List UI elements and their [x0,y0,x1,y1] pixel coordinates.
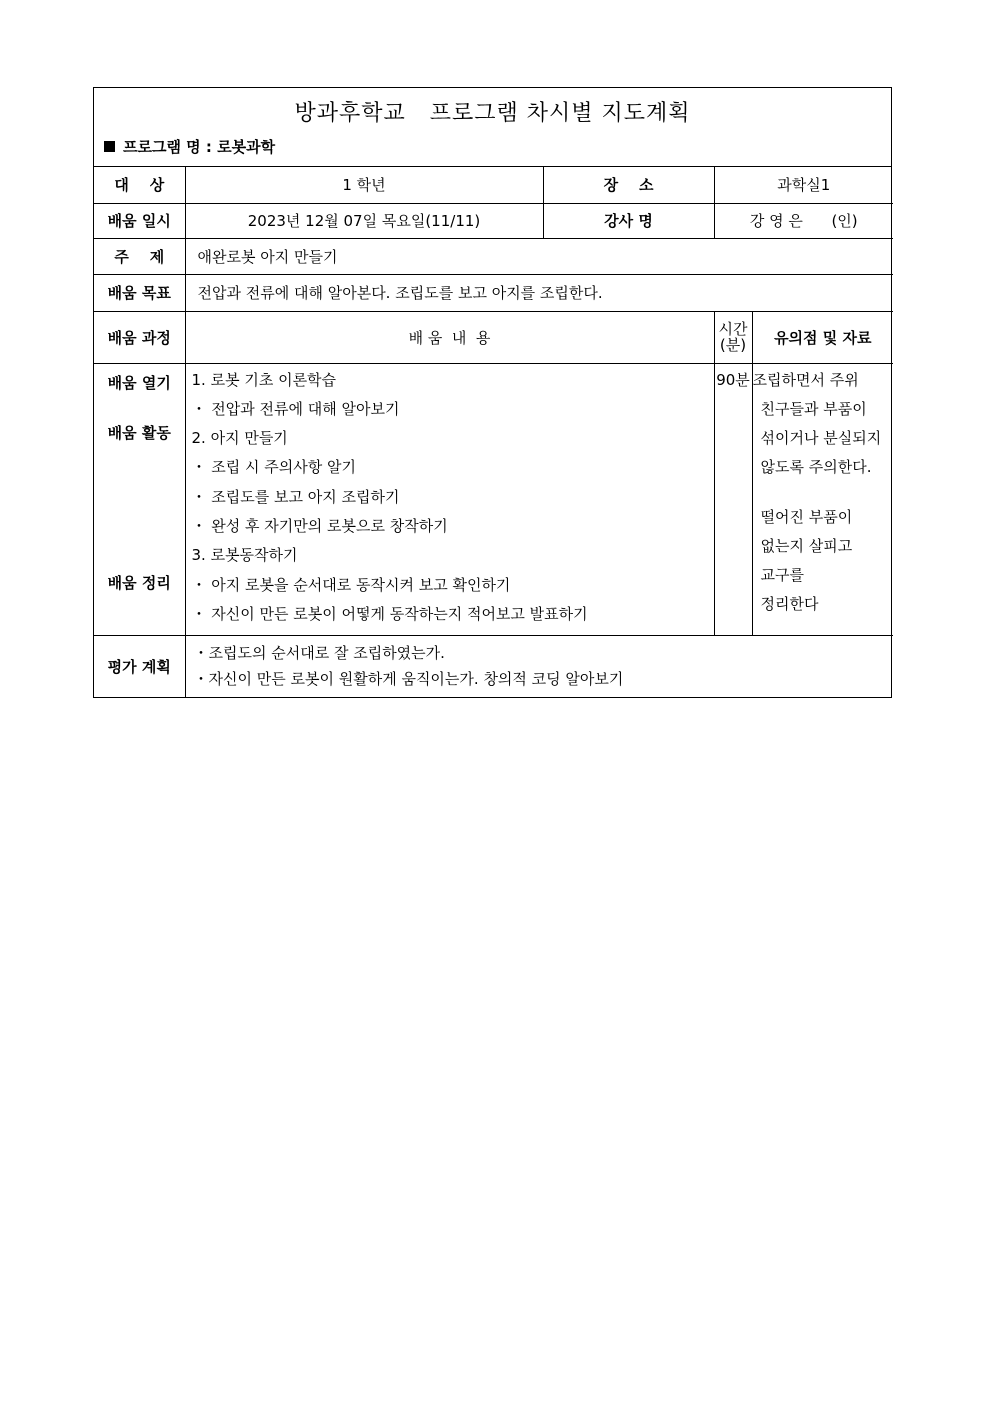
notes-list [752,363,893,635]
stage-activity: 배움 활동 [107,423,171,442]
row-process-header [94,311,893,363]
label-time: 시간 (분) [714,311,752,363]
content-line: ・ 자신이 만든 로봇이 어떻게 동작하는지 적어보고 발표하기 [191,604,588,623]
row-date [94,203,893,238]
stage-open: 배움 열기 [107,373,171,392]
eval-line: ・자신이 만든 로봇이 원활하게 움직이는가. 창의적 코딩 알아보기 [193,670,624,689]
note-line [753,486,894,507]
row-process-body [94,363,893,635]
eval-line: ・조립도의 순서대로 잘 조립하였는가. [193,644,445,663]
note-line: 없는지 살피고 [760,536,853,555]
value-target: 1 학년 [185,167,543,203]
content-line: 1. 로봇 기초 이론학습 [191,370,337,389]
value-time: 90분 [714,363,752,635]
square-bullet-icon [104,141,115,152]
content-line: ・ 조립 시 주의사항 알기 [191,458,356,477]
note-line: 정리한다 [760,594,819,613]
note-line: 않도록 주의한다. [760,457,872,476]
label-eval: 평가 계획 [94,635,185,697]
value-date: 2023년 12월 07일 목요일(11/11) [185,203,543,238]
process-stages [94,363,185,635]
page-title: 방과후학교 프로그램 차시별 지도계획 [294,101,691,126]
content-list [185,363,714,635]
content-line: ・ 조립도를 보고 아지 조립하기 [191,487,400,506]
note-line: 떨어진 부품이 [760,507,853,526]
program-name: 프로그램 명 : 로봇과학 [104,136,275,157]
note-line: 친구들과 부품이 [760,399,867,418]
content-line: ・ 전압과 전류에 대해 알아보기 [191,399,400,418]
content-line: ・ 아지 로봇을 순서대로 동작시켜 보고 확인하기 [191,575,511,594]
label-target: 대 상 [94,167,185,203]
label-topic: 주 제 [94,238,185,274]
note-line: 조립하면서 주위 [752,370,859,389]
label-date: 배움 일시 [94,203,185,238]
row-eval [94,635,893,697]
label-process: 배움 과정 [94,311,185,363]
content-line: ・ 완성 후 자기만의 로봇으로 창작하기 [191,516,448,535]
content-line: 3. 로봇동작하기 [191,546,298,565]
row-topic [94,238,893,274]
label-goal: 배움 목표 [94,274,185,311]
note-line: 교구를 [760,565,804,584]
label-content: 배 움 내 용 [185,311,714,363]
value-place: 과학실1 [714,167,893,203]
value-goal: 전압과 전류에 대해 알아본다. 조립도를 보고 아지를 조립한다. [185,274,893,311]
note-line: 섞이거나 분실되지 [760,428,882,447]
row-goal [94,274,893,311]
eval-list [185,635,893,697]
sheet-header [94,88,891,167]
value-topic: 애완로봇 아지 만들기 [185,238,893,274]
label-teacher: 강사 명 [543,203,714,238]
plan-table [94,167,893,697]
label-place: 장 소 [543,167,714,203]
content-line: 2. 아지 만들기 [191,429,288,448]
value-teacher: 강 영 은 (인) [714,203,893,238]
label-notes: 유의점 및 자료 [752,311,893,363]
lesson-plan-sheet [93,87,892,698]
row-target [94,167,893,203]
stage-close: 배움 정리 [107,573,171,592]
